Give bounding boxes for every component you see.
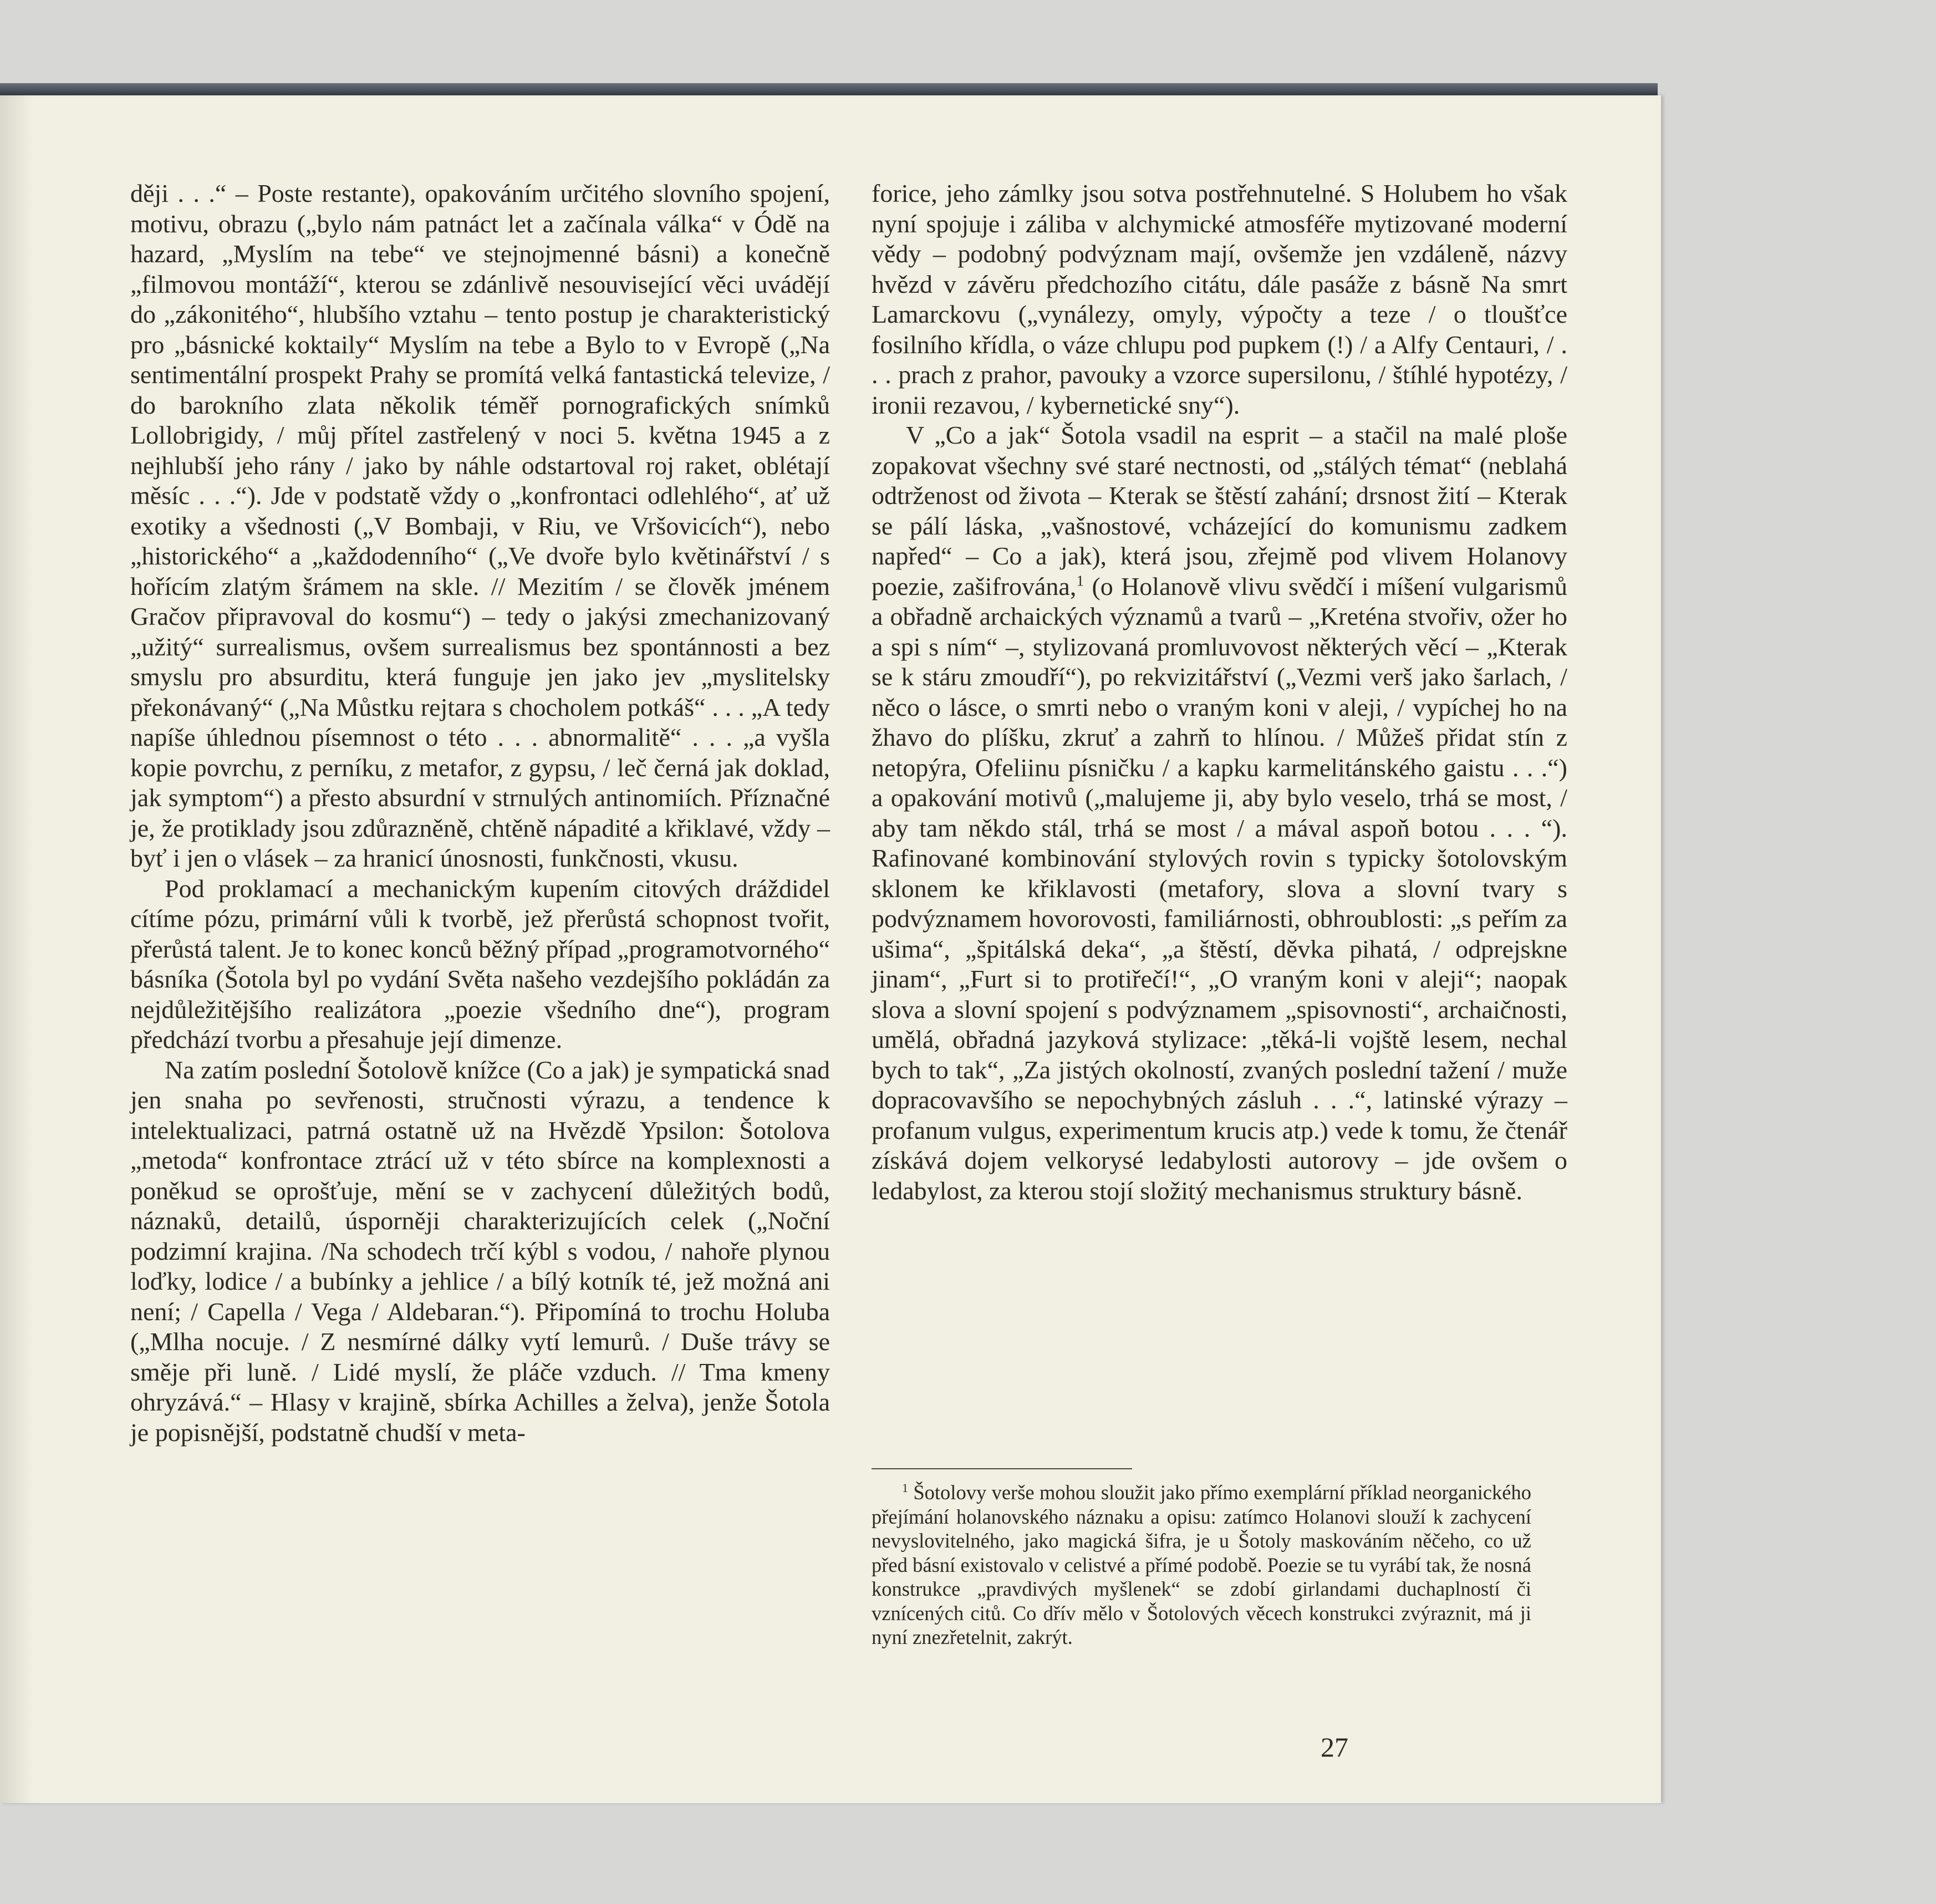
right-paragraph-2 [872,420,1567,1206]
footnote-divider [872,1468,1132,1469]
left-paragraph-2: Pod proklamací a mechanickým kupením citových dráždidel cítíme pózu, primární vůli k tvorbě, jež přerůstá schopnost tvořit, přerůstá talent. Je to konec konců běžný případ „programotvorného“ básníka (Šotola byl po vydání Světa našeho vezdejšího pokládán za nejdůležitějšího realizátora „poezie všedního dne“), program předchází tvorbu a přesahuje její dimenze. [130,874,830,1053]
left-paragraph-3: Na zatím poslední Šotolově knížce (Co a jak) je sympatická snad jen snaha po sevřenosti, stručnosti výrazu, a tendence k intelektualizaci, patrná ostatně už na Hvězdě Ypsilon: Šotolova „metoda“ konfrontace ztrácí už v této sbírce na komplexnosti a poněkud se oprošťuje, mění se v zachycení důležitých bodů, náznaků, detailů, úsporněji charakterizujících celek („Noční podzimní krajina. /Na schodech trčí kýbl s vodou, / nahoře plynou loďky, lodice / a bubínky a jehlice / a bílý kotník té, jež možná ani není; / Capella / Vega / Aldebaran.“). Připomíná to trochu Holuba („Mlha nocuje. / Z nesmírné dálky vytí lemurů. / Duše trávy se směje při luně. / Lidé myslí, že pláče vzduch. // Tma kmeny ohryzává.“ – Hlasy v krajině, sbírka Achilles a želva), jenže Šotola je popisnější, podstatně chudší v meta- [130,1055,830,1447]
right-text-column [872,179,1567,1206]
footnote [872,1480,1531,1650]
footnote-text: Šotolovy verše mohou sloužit jako přímo exemplární příklad neorganického přejímání holanovského náznaku a opisu: zatímco Holanovi slouží k zachycení nevyslovitelného, jako magická šifra, je u Šotoly maskováním něčeho, co už před básní existovalo v celistvé a přímé podobě. Poezie se tu vyrábí tak, že nosná konstrukce „pravdivých myšlenek“ se zdobí girlandami duchaplností či vznícených citů. Co dřív mělo v Šotolových věcech konstrukci zvýraznit, má ji nyní znezřetelnit, zakrýt. [872,1481,1531,1648]
left-text-column [130,179,830,1448]
right-paragraph-2-start: V „Co a jak“ Šotola vsadil na esprit – a stačil na malé ploše zopakovat všechny své staré nectnosti, od „stálých témat“ (neblahá odtrženost od života – Kterak se štěstí zahání; drsnost žití – Kterak se pálí láska, „vašnostové, vcházející do komunismu zadkem napřed“ – Co a jak), která jsou, zřejmě pod vlivem Holanovy poezie, zašifrována, [872,421,1567,600]
right-paragraph-2-rest: (o Holanově vlivu svědčí i míšení vulgarismů a obřadně archaických významů a tvarů – „Kreténa stvořiv, ožer ho a spi s ním“ –, stylizovaná promluvovost některých věcí – „Kterak se k stáru zmoudří“), po rekvizitářství („Vezmi verš jako šarlach, / něco o lásce, o smrti nebo o vraným koni v aleji, / vypíchej ho na žhavo do plíšku, zkruť a zahrň to hlínou. / Můžeš přidat stín z netopýra, Ofeliinu písničku / a kapku karmelitánského gaistu . . .“) a opakování motivů („malujeme ji, aby bylo veselo, trhá se most, / aby tam někdo stál, trhá se most / a mával aspoň botou . . . “). Rafinované kombinování stylových rovin s typicky šotolovským sklonem ke křiklavosti (metafory, slova a slovní tvary s podvýznamem hovorovosti, familiárnosti, obhroublosti: „s peřím za ušima“, „špitálská deka“, „a štěstí, děvka pihatá, / odprejskne jinam“, „Furt si to protiřečí!“, „O vraným koni v aleji“; naopak slova a slovní spojení s podvýznamem „spisovnosti“, archaičnosti, umělá, obřadná jazyková stylizace: „těká-li vojště lesem, nechal bych to tak“, „Za jistých okolností, zvaných poslední tažení / muže dopracovavšího se nepochybných zásluh . . .“, latinské výrazy – profanum vulgus, experimentum krucis atp.) vede k tomu, že čtenář získává dojem velkorysé ledabylosti autorovy – jde ovšem o ledabylost, za kterou stojí složitý mechanismus struktury básně. [872,572,1567,1205]
page-number: 27 [1321,1732,1348,1763]
page-gutter-shadow [0,95,33,1803]
left-paragraph-1: ději . . .“ – Poste restante), opakováním určitého slovního spojení, motivu, obrazu („bylo nám patnáct let a začínala válka“ v Ódě na hazard, „Myslím na tebe“ ve stejnojmenné básni) a konečně „filmovou montáží“, kterou se zdánlivě nesouvisející věci uvádějí do „zákonitého“, hlubšího vztahu – tento postup je charakteristický pro „básnické koktaily“ Myslím na tebe a Bylo to v Evropě („Na sentimentální prospekt Prahy se promítá velká fantastická televize, / do barokního zlata několik téměř pornografických snímků Lollobrigidy, / můj přítel zastřelený v noci 5. května 1945 a z nejhlubší jeho rány / jako by náhle odstartoval roj raket, oblétají měsíc . . .“). Jde v podstatě vždy o „konfrontaci odlehlého“, ať už exotiky a všednosti („V Bombaji, v Riu, ve Vršovicích“), nebo „historického“ a „každodenního“ („Ve dvoře bylo květinářství / s hořícím zlatým šrámem na skle. // Mezitím / se člověk jménem Gračov připravoval do kosmu“) – tedy o jakýsi zmechanizovaný „užitý“ surrealismus, ovšem surrealismus bez spontánnosti a bez smyslu pro absurditu, která funguje jen jako jev „myslitelsky překonávaný“ („Na Můstku rejtara s chocholem potkáš“ . . . „A tedy napíše úhlednou písemnost o této . . . abnormalitě“ . . . „a vyšla kopie povrchu, z perníku, z metafor, z gypsu, / leč černá jak doklad, jak symptom“) a přesto absurdní v strnulých antinomiích. Příznačné je, že protiklady jsou zdůrazněně, chtěně nápadité a křiklavé, vždy – byť i jen o vlásek – za hranicí únosnosti, funkčnosti, vkusu. [130,179,830,872]
footnote-reference: 1 [1076,572,1084,589]
footnote-number: 1 [902,1480,908,1495]
right-paragraph-1: forice, jeho zámlky jsou sotva postřehnutelné. S Holubem ho však nyní spojuje i záliba v alchymické atmosféře mytizované moderní vědy – podobný podvýznam mají, ovšemže jen vzdáleně, názvy hvězd v závěru předchozího citátu, dále pasáže z básně Na smrt Lamarckovu („vynálezy, omyly, výpočty a teze / o tloušťce fosilního křídla, o váze chlupu pod pupkem (!) / a Alfy Centauri, / . . . prach z prahor, pavouky a vzorce supersilonu, / štíhlé hypotézy, / ironii rezavou, / kybernetické sny“). [872,179,1567,419]
